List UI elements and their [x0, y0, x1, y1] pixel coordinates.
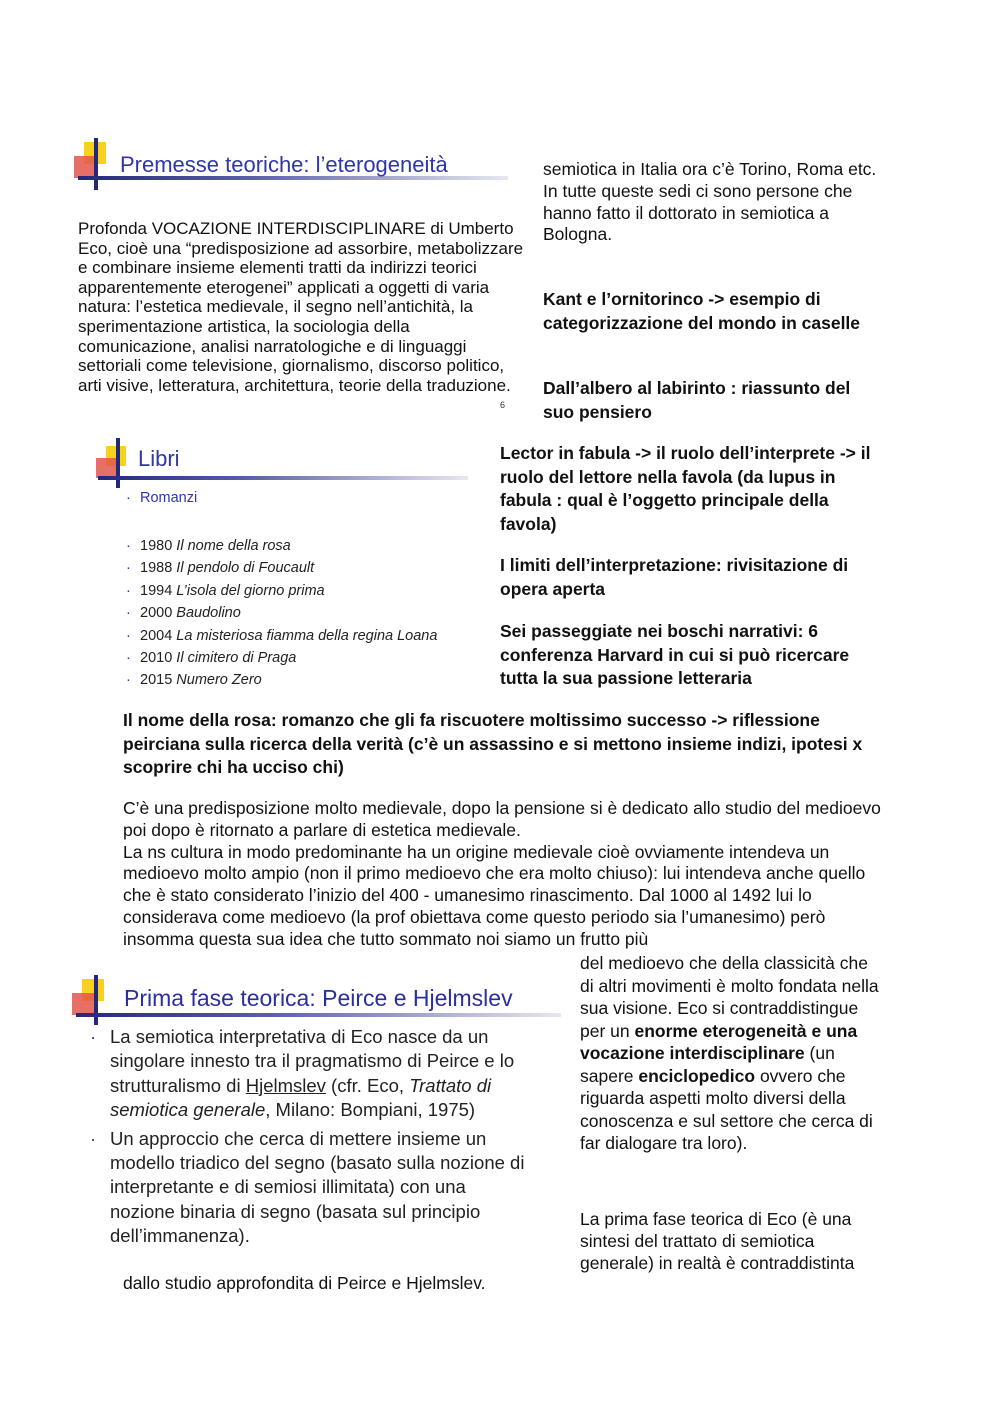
bullet-icon: · — [126, 560, 131, 577]
bullet-icon: · — [90, 1127, 97, 1149]
book-year: 1988 — [140, 560, 173, 577]
right-bottom-text — [580, 952, 883, 1155]
hjelmslev-name: Hjelmslev — [245, 1074, 326, 1096]
book-year: 2015 — [140, 672, 173, 689]
bullet-text: La semiotica interpretativa di Eco nasce da un singolare innesto tra il pragmatismo di Peirce e lo strutturalismo di — [110, 1026, 515, 1096]
bullet-icon: · — [126, 627, 131, 644]
slide-libri — [92, 438, 482, 693]
book-title: Il pendolo di Foucault — [176, 560, 315, 577]
sei-note: Sei passeggiate nei boschi narrativi: 6 conferenza Harvard in cui si può ricercare tutta la sua passione letteraria — [500, 621, 850, 688]
bullet-text: Un approccio che cerca di mettere insieme un modello triadico del segno (basato sulla nozione di interpretante e di semiosi illimitata) con una nozione binaria di segno (basata sul principio dell’immanenza). — [110, 1127, 525, 1247]
bullet-icon: · — [90, 1026, 97, 1047]
bullet-icon: · — [126, 672, 131, 689]
list-item — [126, 557, 437, 579]
text-segment: (un sapere — [580, 1043, 835, 1086]
list-item — [126, 602, 437, 624]
list-item — [126, 580, 437, 602]
book-year: 2000 — [140, 605, 173, 622]
lector-note: Lector in fabula -> il ruolo dell’interprete -> il ruolo del lettore nella favola (da lupus in fabula : qual è l’oggetto principale della favola) — [500, 443, 871, 534]
section-label: Romanzi — [140, 490, 198, 506]
book-title: L’isola del giorno prima — [176, 582, 325, 599]
slide1-body: Profonda VOCAZIONE INTERDISCIPLINARE di Umberto Eco, cioè una “predisposizione ad assorbire, metabolizzare e combinare insieme elementi tratti da indirizzi teorici apparentemente eterogenei” applicati a oggetti di varia natura: l’estetica medievale, il segno nell’antichità, la sperimentazione artistica, la sociologia della comunicazione, analisi narratologiche e di linguaggi settoriali come televisione, giornalismo, discorso politico, arti visive, letteratura, architettura, teorie della traduzione. — [78, 219, 524, 395]
nome-rosa-note: Il nome della rosa: romanzo che gli fa riscuotere moltissimo successo -> riflessione peirciana sulla ricerca della verità (c’è un assassino e si mettono insieme indizi, ipotesi x scoprire chi ha ucciso chi) — [123, 710, 863, 777]
book-title: Il nome della rosa — [176, 538, 291, 554]
list-item — [126, 490, 197, 506]
book-year: 2010 — [140, 650, 173, 667]
right-top-text: semiotica in Italia ora c’è Torino, Roma etc. In tutte queste sedi ci sono persone che hanno fatto il dottorato in semiotica a Bologna. — [543, 159, 877, 245]
kant-note: Kant e l’ornitorinco -> esempio di categorizzazione del mondo in caselle — [543, 289, 861, 333]
bullet-icon: · — [126, 538, 131, 554]
list-item — [126, 535, 437, 557]
book-title: Il cimitero di Praga — [176, 650, 297, 667]
book-title: La misteriosa fiamma della regina Loana — [176, 627, 438, 644]
list-item — [90, 1025, 530, 1123]
slide-prima-fase — [70, 975, 570, 1250]
emphasis: enciclopedico — [638, 1065, 756, 1086]
slide-title: Premesse teoriche: l’eterogeneità — [120, 152, 448, 177]
medioevo-paragraph — [123, 798, 883, 951]
list-item — [126, 669, 437, 691]
bullet-icon: · — [126, 605, 131, 622]
bullet-icon: · — [126, 650, 131, 667]
book-year: 1994 — [140, 582, 173, 599]
book-title: Baudolino — [176, 605, 241, 622]
list-item — [126, 647, 437, 669]
page-number: 6 — [500, 400, 506, 410]
slide-title: Libri — [138, 446, 180, 471]
bullet-icon: · — [126, 582, 131, 599]
prima-fase-text: La prima fase teorica di Eco (è una sintesi del trattato di semiotica generale) in realtà è contraddistinta — [580, 1209, 855, 1273]
text-segment: ovvero che riguarda aspetti molto diversi della conoscenza e sul settore che cerca di far dialogare tra loro). — [580, 1065, 873, 1153]
bullet-icon: · — [126, 490, 131, 506]
limiti-note: I limiti dell’interpretazione: rivisitazione di opera aperta — [500, 555, 849, 599]
list-item — [90, 1127, 530, 1249]
book-title: Numero Zero — [176, 672, 262, 689]
footer-line: dallo studio approfondita di Peirce e Hjelmslev. — [123, 1273, 486, 1293]
emphasis: enorme eterogeneità e una vocazione interdisciplinare — [580, 1020, 858, 1063]
bullet-list — [90, 1025, 530, 1249]
slide-title: Prima fase teorica: Peirce e Hjelmslev — [124, 985, 513, 1011]
section-list — [126, 490, 197, 506]
bullet-text: , Milano: Bompiani, 1975) — [265, 1099, 476, 1121]
text-segment: del medioevo che della classicità che di altri movimenti è molto fondata nella sua visione. Eco si contraddistingue per un — [580, 953, 879, 1041]
paragraph-line: La ns cultura in modo predominante ha un origine medievale cioè ovviamente intendeva un medioevo molto ampio (non il primo medioevo che era molto chiuso): lui intendeva anche quello che è stato considerato l’inizio del 400 - umanesimo rinascimento. Dal 1000 al 1492 lui lo considerava come medioevo (la prof obiettava come questo periodo sia l’umanesimo) però insomma questa sua idea che tutto sommato noi siamo un frutto più — [123, 841, 866, 949]
bullet-text: (cfr. Eco, — [325, 1074, 410, 1096]
book-year: 2004 — [140, 627, 173, 644]
paragraph-line: C’è una predisposizione molto medievale, dopo la pensione si è dedicato allo studio del medioevo poi dopo è ritornato a parlare di estetica medievale. — [123, 798, 881, 840]
book-year: 1980 — [140, 538, 173, 554]
book-reference: Trattato di semiotica generale — [110, 1074, 492, 1121]
list-item — [126, 625, 437, 647]
albero-note: Dall’albero al labirinto : riassunto del suo pensiero — [543, 378, 851, 422]
book-list — [126, 535, 437, 692]
